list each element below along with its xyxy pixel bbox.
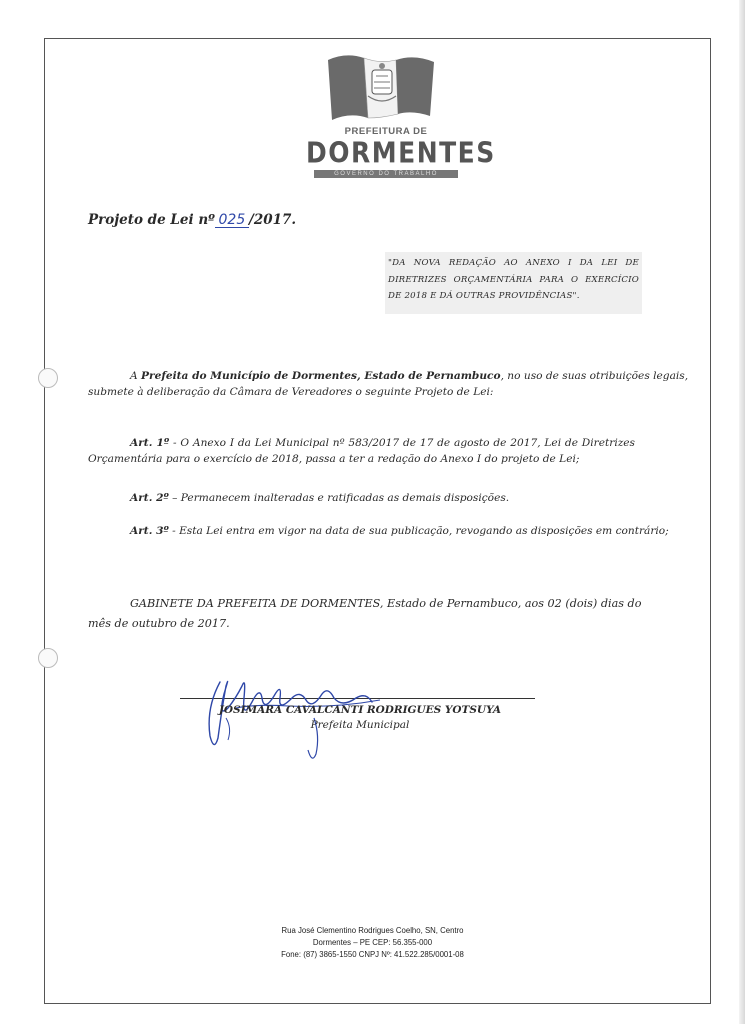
title-suffix: /2017.	[248, 212, 297, 228]
address-footer	[240, 925, 505, 961]
article-3-label: Art. 3º	[130, 525, 169, 537]
page-border	[44, 38, 711, 1004]
signatory-role: Prefeita Municipal	[310, 719, 410, 731]
article-1	[88, 435, 635, 467]
closing-line-2: mês de outubro de 2017.	[88, 617, 230, 630]
closing-paragraph	[88, 594, 642, 634]
logo-name: DORMENTES	[306, 135, 496, 170]
logo-tagline: GOVERNO DO TRABALHO	[314, 170, 458, 178]
intro-bold: Prefeita do Município de Dormentes, Estado de Pernambuco	[141, 370, 501, 382]
punch-hole-bottom	[38, 648, 58, 668]
summary-line: "DA NOVA REDAÇÃO AO ANEXO I DA LEI DE	[388, 258, 639, 268]
article-2-label: Art. 2º	[130, 492, 169, 504]
article-2-text: – Permanecem inalteradas e ratificadas as demais disposições.	[168, 492, 510, 504]
punch-hole-top	[38, 368, 58, 388]
intro-post: , no uso de suas otribuições legais,	[500, 370, 689, 382]
document-title	[88, 212, 296, 228]
footer-address: Rua José Clementino Rodrigues Coelho, SN, Centro	[281, 926, 464, 935]
article-3-text: - Esta Lei entra em vigor na data de sua publicação, revogando as disposições em contrário;	[168, 525, 669, 537]
article-3-line	[130, 523, 669, 539]
article-2	[130, 490, 509, 506]
title-prefix: Projeto de Lei nº	[88, 212, 215, 228]
intro-pre: A	[130, 370, 142, 382]
intro-line-1	[88, 368, 689, 384]
summary-line: DE 2018 E DÁ OUTRAS PROVIDÊNCIAS".	[388, 291, 580, 301]
intro-line-2: submete à deliberação da Câmara de Vereadores o seguinte Projeto de Lei:	[88, 386, 494, 398]
closing-line-1: GABINETE DA PREFEITA DE DORMENTES, Estado de Pernambuco, aos 02 (dois) dias do	[130, 597, 642, 610]
article-1-label: Art. 1º	[130, 437, 170, 449]
bill-summary-box	[385, 252, 642, 314]
article-1-line-1	[88, 435, 635, 451]
signatory-name: JOSIMARA CAVALCANTI RODRIGUES YOTSUYA	[218, 704, 502, 716]
article-3	[130, 523, 669, 539]
footer-city: Dormentes – PE CEP: 56.355-000	[312, 938, 433, 947]
municipality-logo	[306, 52, 496, 182]
scan-edge	[739, 0, 745, 1024]
bill-number: 025	[215, 213, 249, 228]
flag-emblem-icon	[306, 52, 466, 126]
intro-paragraph	[88, 368, 689, 400]
article-2-line	[130, 490, 509, 506]
summary-line: DIRETRIZES ORÇAMENTÁRIA PARA O EXERCÍCIO	[388, 274, 639, 285]
handwritten-signature	[196, 668, 386, 768]
footer-contact: Fone: (87) 3865-1550 CNPJ Nº: 41.522.285/0001-08	[281, 950, 464, 959]
article-1-text: - O Anexo I da Lei Municipal nº 583/2017 de 17 de agosto de 2017, Lei de Diretrizes	[169, 437, 635, 449]
article-1-line-2: Orçamentária para o exercício de 2018, passa a ter a redação do Anexo I do projeto de Lei;	[88, 453, 580, 465]
logo-prefix: PREFEITURA DE	[344, 126, 428, 137]
